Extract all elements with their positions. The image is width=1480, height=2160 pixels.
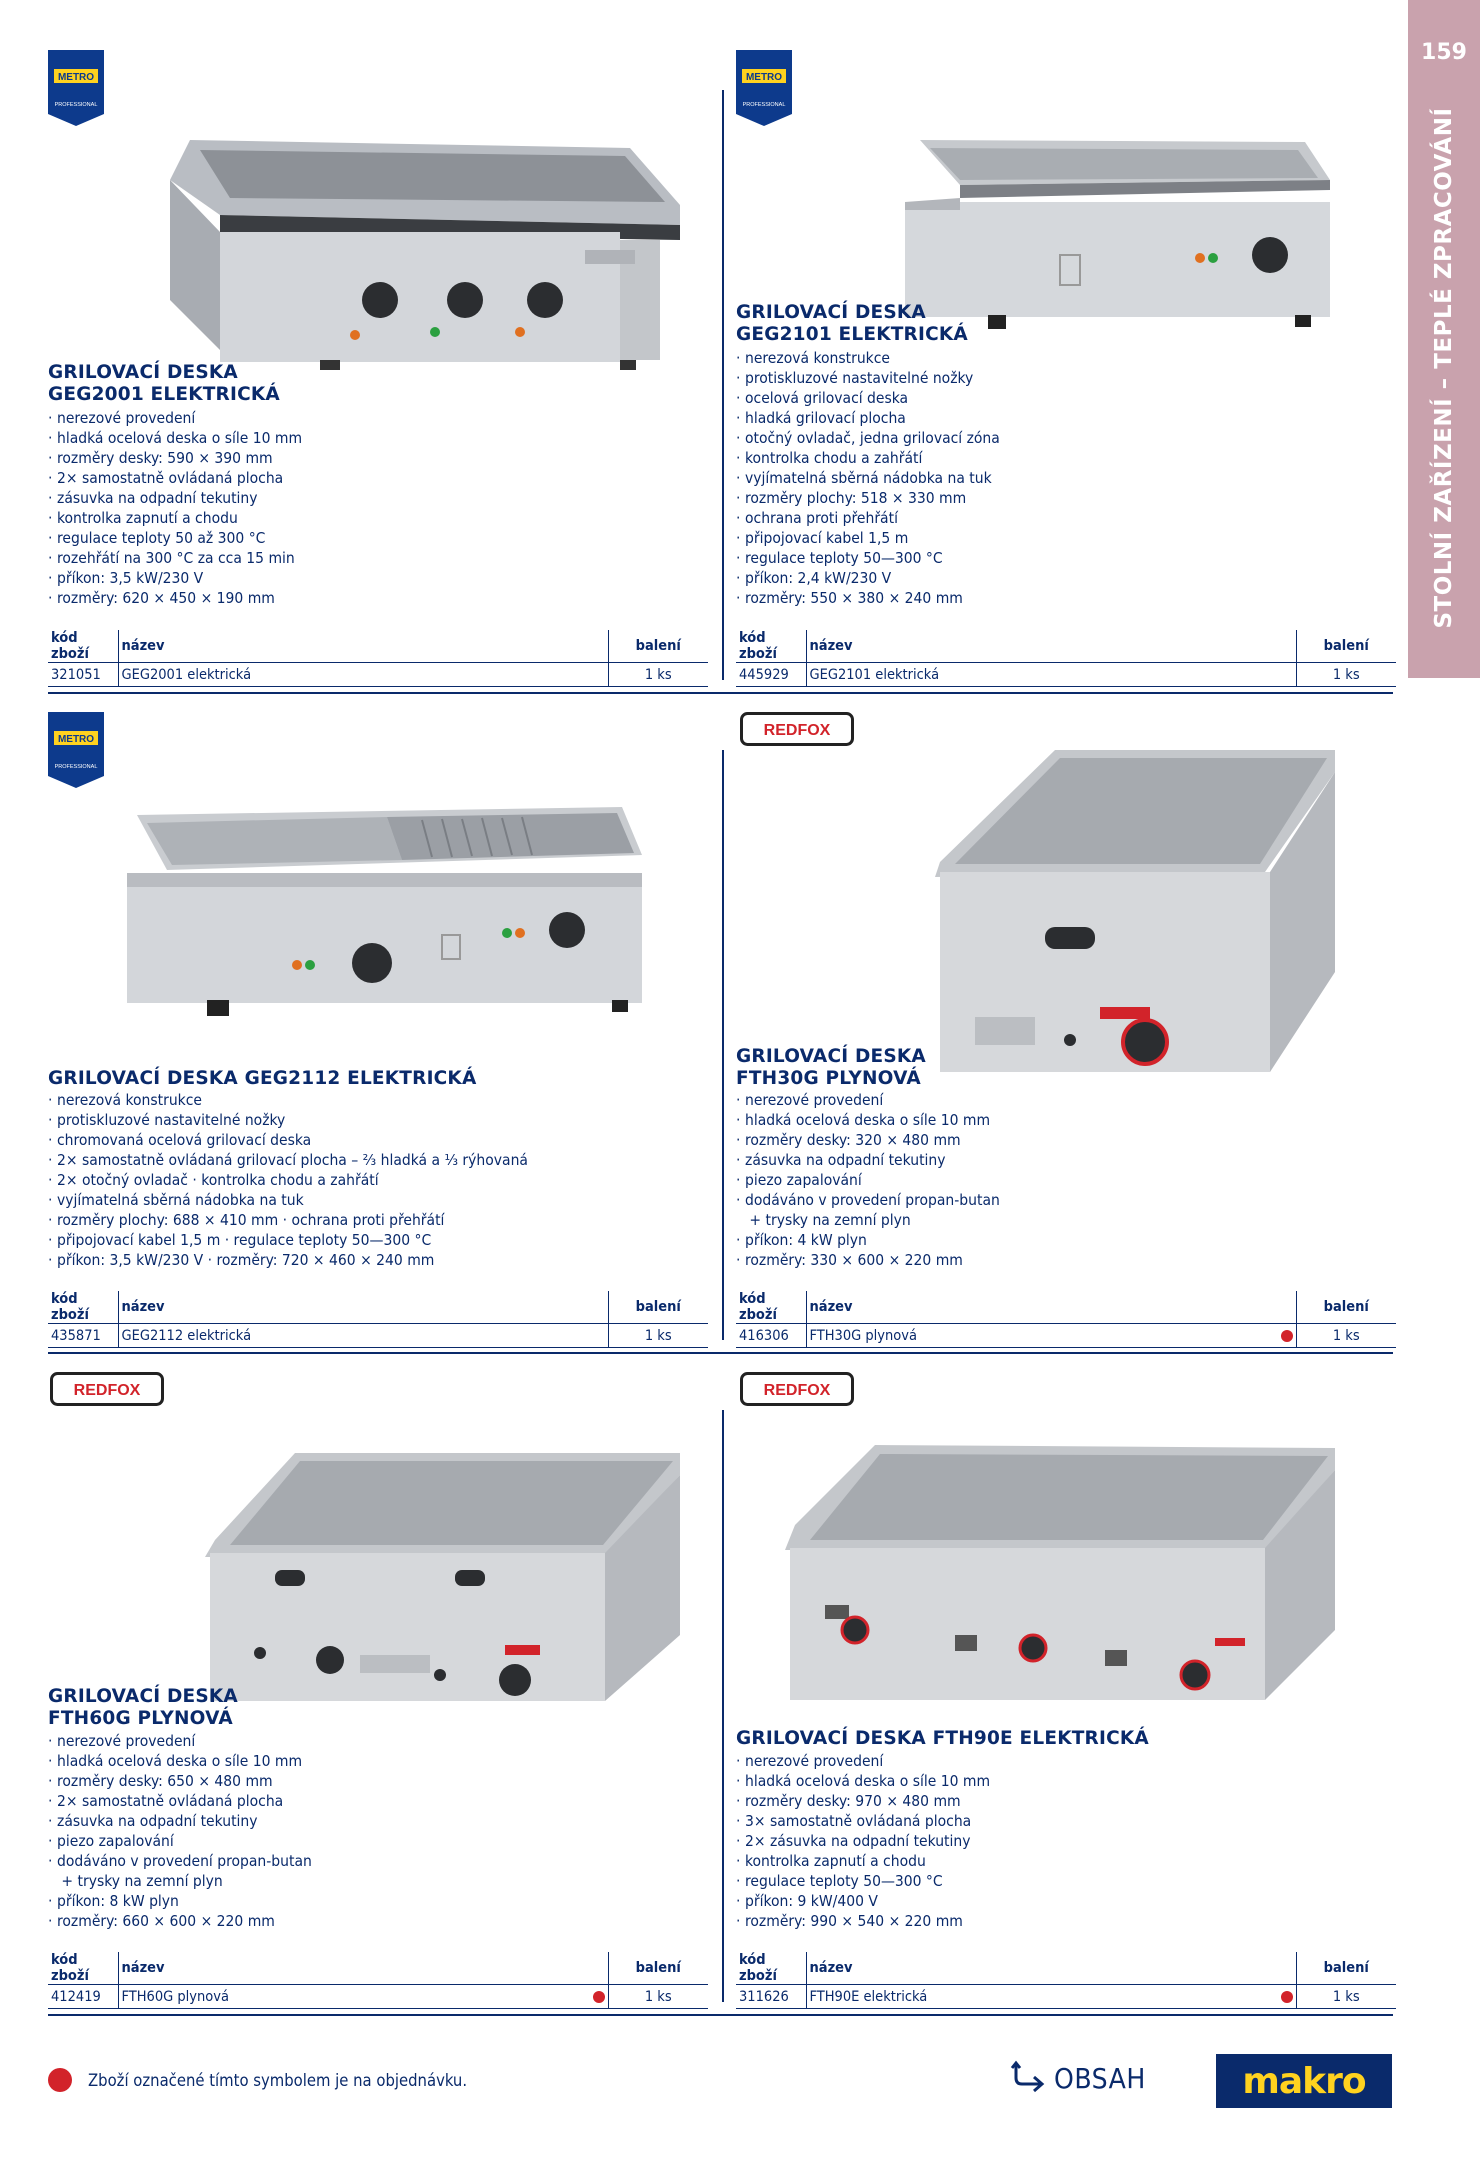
redfox-logo xyxy=(50,1372,164,1406)
svg-text:PROFESSIONAL: PROFESSIONAL xyxy=(742,102,786,108)
svg-text:REDFOX: REDFOX xyxy=(73,1382,141,1399)
product-spec-table: kód zboží název balení 435871 GEG2112 elektrická 1 ks xyxy=(48,1291,708,1348)
feature-list: · nerezové provedení · hladká ocelová deska o síle 10 mm · rozměry desky: 590 × 390 mm · 2× samostatně ovládaná plocha · zásuvka na odpadní tekutiny · kontrolka zapnutí a chodu · regulace teploty 50 až 300 °C · rozehřátí na 300 °C za cca 15 min · příkon: 3,5 kW/230 V · rozměry: 620 × 450 × 190 mm xyxy=(48,409,303,607)
contents-link-label: OBSAH xyxy=(1054,2061,1146,2095)
product-spec-table: kód zboží název balení 416306 FTH30G plynová 1 ks xyxy=(736,1291,1396,1348)
column-divider xyxy=(722,90,724,680)
on-order-marker xyxy=(1281,1330,1293,1342)
table-row: 435871 GEG2112 elektrická 1 ks xyxy=(48,1324,708,1348)
svg-text:METRO: METRO xyxy=(745,72,783,83)
table-row: 445929 GEG2101 elektrická 1 ks xyxy=(736,663,1396,687)
product-spec-table: kód zboží název balení 321051 GEG2001 elektrická 1 ks xyxy=(48,630,708,687)
product-title: GRILOVACÍ DESKA FTH30G PLYNOVÁ xyxy=(736,1046,926,1089)
row-divider xyxy=(48,692,1393,694)
product-title: GRILOVACÍ DESKA FTH90E ELEKTRICKÁ xyxy=(736,1728,1149,1749)
feature-list: · nerezové provedení · hladká ocelová deska o síle 10 mm · rozměry desky: 970 × 480 mm · 3× samostatně ovládaná plocha · 2× zásuvka na odpadní tekutiny · kontrolka zapnutí a chodu · regulace teploty 50—300 °C · příkon: 9 kW/400 V · rozměry: 990 × 540 × 220 mm xyxy=(736,1752,991,1930)
table-row: 321051 GEG2001 elektrická 1 ks xyxy=(48,663,708,687)
section-title: STOLNÍ ZAŘÍZENÍ – TEPLÉ ZPRACOVÁNÍ xyxy=(1431,107,1457,629)
section-tab xyxy=(1408,0,1480,678)
svg-text:PROFESSIONAL: PROFESSIONAL xyxy=(54,102,98,108)
griddle-geg2001-image xyxy=(160,120,685,375)
svg-text:METRO: METRO xyxy=(57,72,95,83)
metro-professional-logo xyxy=(736,50,792,126)
svg-text:REDFOX: REDFOX xyxy=(763,1382,831,1399)
page-number: 159 xyxy=(1421,40,1467,65)
griddle-fth60g-image xyxy=(205,1445,685,1705)
on-order-marker xyxy=(48,2068,72,2092)
row-divider xyxy=(48,1352,1393,1354)
on-order-marker xyxy=(1281,1991,1293,2003)
order-legend xyxy=(48,2068,467,2092)
table-row: 311626 FTH90E elektrická 1 ks xyxy=(736,1985,1396,2009)
product-spec-table: kód zboží název balení 412419 FTH60G plynová 1 ks xyxy=(48,1952,708,2009)
feature-list: · nerezové provedení · hladká ocelová deska o síle 10 mm · rozměry desky: 320 × 480 mm · zásuvka na odpadní tekutiny · piezo zapalování · dodáváno v provedení propan-butan + trysky na zemní plyn · příkon: 4 kW plyn · rozměry: 330 × 600 × 220 mm xyxy=(736,1091,1000,1269)
metro-professional-logo xyxy=(48,50,104,126)
svg-text:PROFESSIONAL: PROFESSIONAL xyxy=(54,764,98,770)
product-title: GRILOVACÍ DESKA GEG2112 ELEKTRICKÁ xyxy=(48,1068,477,1089)
return-arrow-icon xyxy=(1010,2058,1050,2098)
feature-list: · nerezová konstrukce · protiskluzové nastavitelné nožky · chromovaná ocelová grilovací deska · 2× samostatně ovládaná grilovací plocha – ⅔ hladká a ⅓ rýhovaná · 2× otočný ovladač · kontrolka chodu a zahřátí · vyjímatelná sběrná nádobka na tuk · rozměry plochy: 688 × 410 mm · ochrana proti přehřátí · připojovací kabel 1,5 m · regulace teploty 50—300 °C · příkon: 3,5 kW/230 V · rozměry: 720 × 460 × 240 mm xyxy=(48,1091,528,1269)
column-divider xyxy=(722,750,724,1340)
column-divider xyxy=(722,1410,724,2002)
feature-list: · nerezové provedení · hladká ocelová deska o síle 10 mm · rozměry desky: 650 × 480 mm · 2× samostatně ovládaná plocha · zásuvka na odpadní tekutiny · piezo zapalování · dodáváno v provedení propan-butan + trysky na zemní plyn · příkon: 8 kW plyn · rozměry: 660 × 600 × 220 mm xyxy=(48,1732,312,1930)
product-title: GRILOVACÍ DESKA GEG2101 ELEKTRICKÁ xyxy=(736,302,968,345)
product-title: GRILOVACÍ DESKA GEG2001 ELEKTRICKÁ xyxy=(48,362,280,405)
svg-text:REDFOX: REDFOX xyxy=(763,722,831,739)
griddle-fth90e-image xyxy=(785,1440,1340,1705)
table-row: 416306 FTH30G plynová 1 ks xyxy=(736,1324,1396,1348)
redfox-logo xyxy=(740,1372,854,1406)
contents-link[interactable] xyxy=(1010,2058,1146,2098)
redfox-logo xyxy=(740,712,854,746)
griddle-geg2112-image xyxy=(122,795,642,1040)
on-order-marker xyxy=(593,1991,605,2003)
row-divider xyxy=(48,2014,1393,2016)
svg-text:METRO: METRO xyxy=(57,734,95,745)
product-spec-table: kód zboží název balení 311626 FTH90E elektrická 1 ks xyxy=(736,1952,1396,2009)
table-row: 412419 FTH60G plynová 1 ks xyxy=(48,1985,708,2009)
griddle-fth30g-image xyxy=(935,742,1340,1077)
order-legend-text: Zboží označené tímto symbolem je na objednávku. xyxy=(88,2070,468,2090)
feature-list: · nerezová konstrukce · protiskluzové nastavitelné nožky · ocelová grilovací deska · hladká grilovací plocha · otočný ovladač, jedna grilovací zóna · kontrolka chodu a zahřátí · vyjímatelná sběrná nádobka na tuk · rozměry plochy: 518 × 330 mm · ochrana proti přehřátí · připojovací kabel 1,5 m · regulace teploty 50—300 °C · příkon: 2,4 kW/230 V · rozměry: 550 × 380 × 240 mm xyxy=(736,349,1000,607)
metro-professional-logo xyxy=(48,712,104,788)
product-title: GRILOVACÍ DESKA FTH60G PLYNOVÁ xyxy=(48,1686,238,1729)
makro-logo: makro xyxy=(1216,2054,1392,2108)
product-spec-table: kód zboží název balení 445929 GEG2101 elektrická 1 ks xyxy=(736,630,1396,687)
